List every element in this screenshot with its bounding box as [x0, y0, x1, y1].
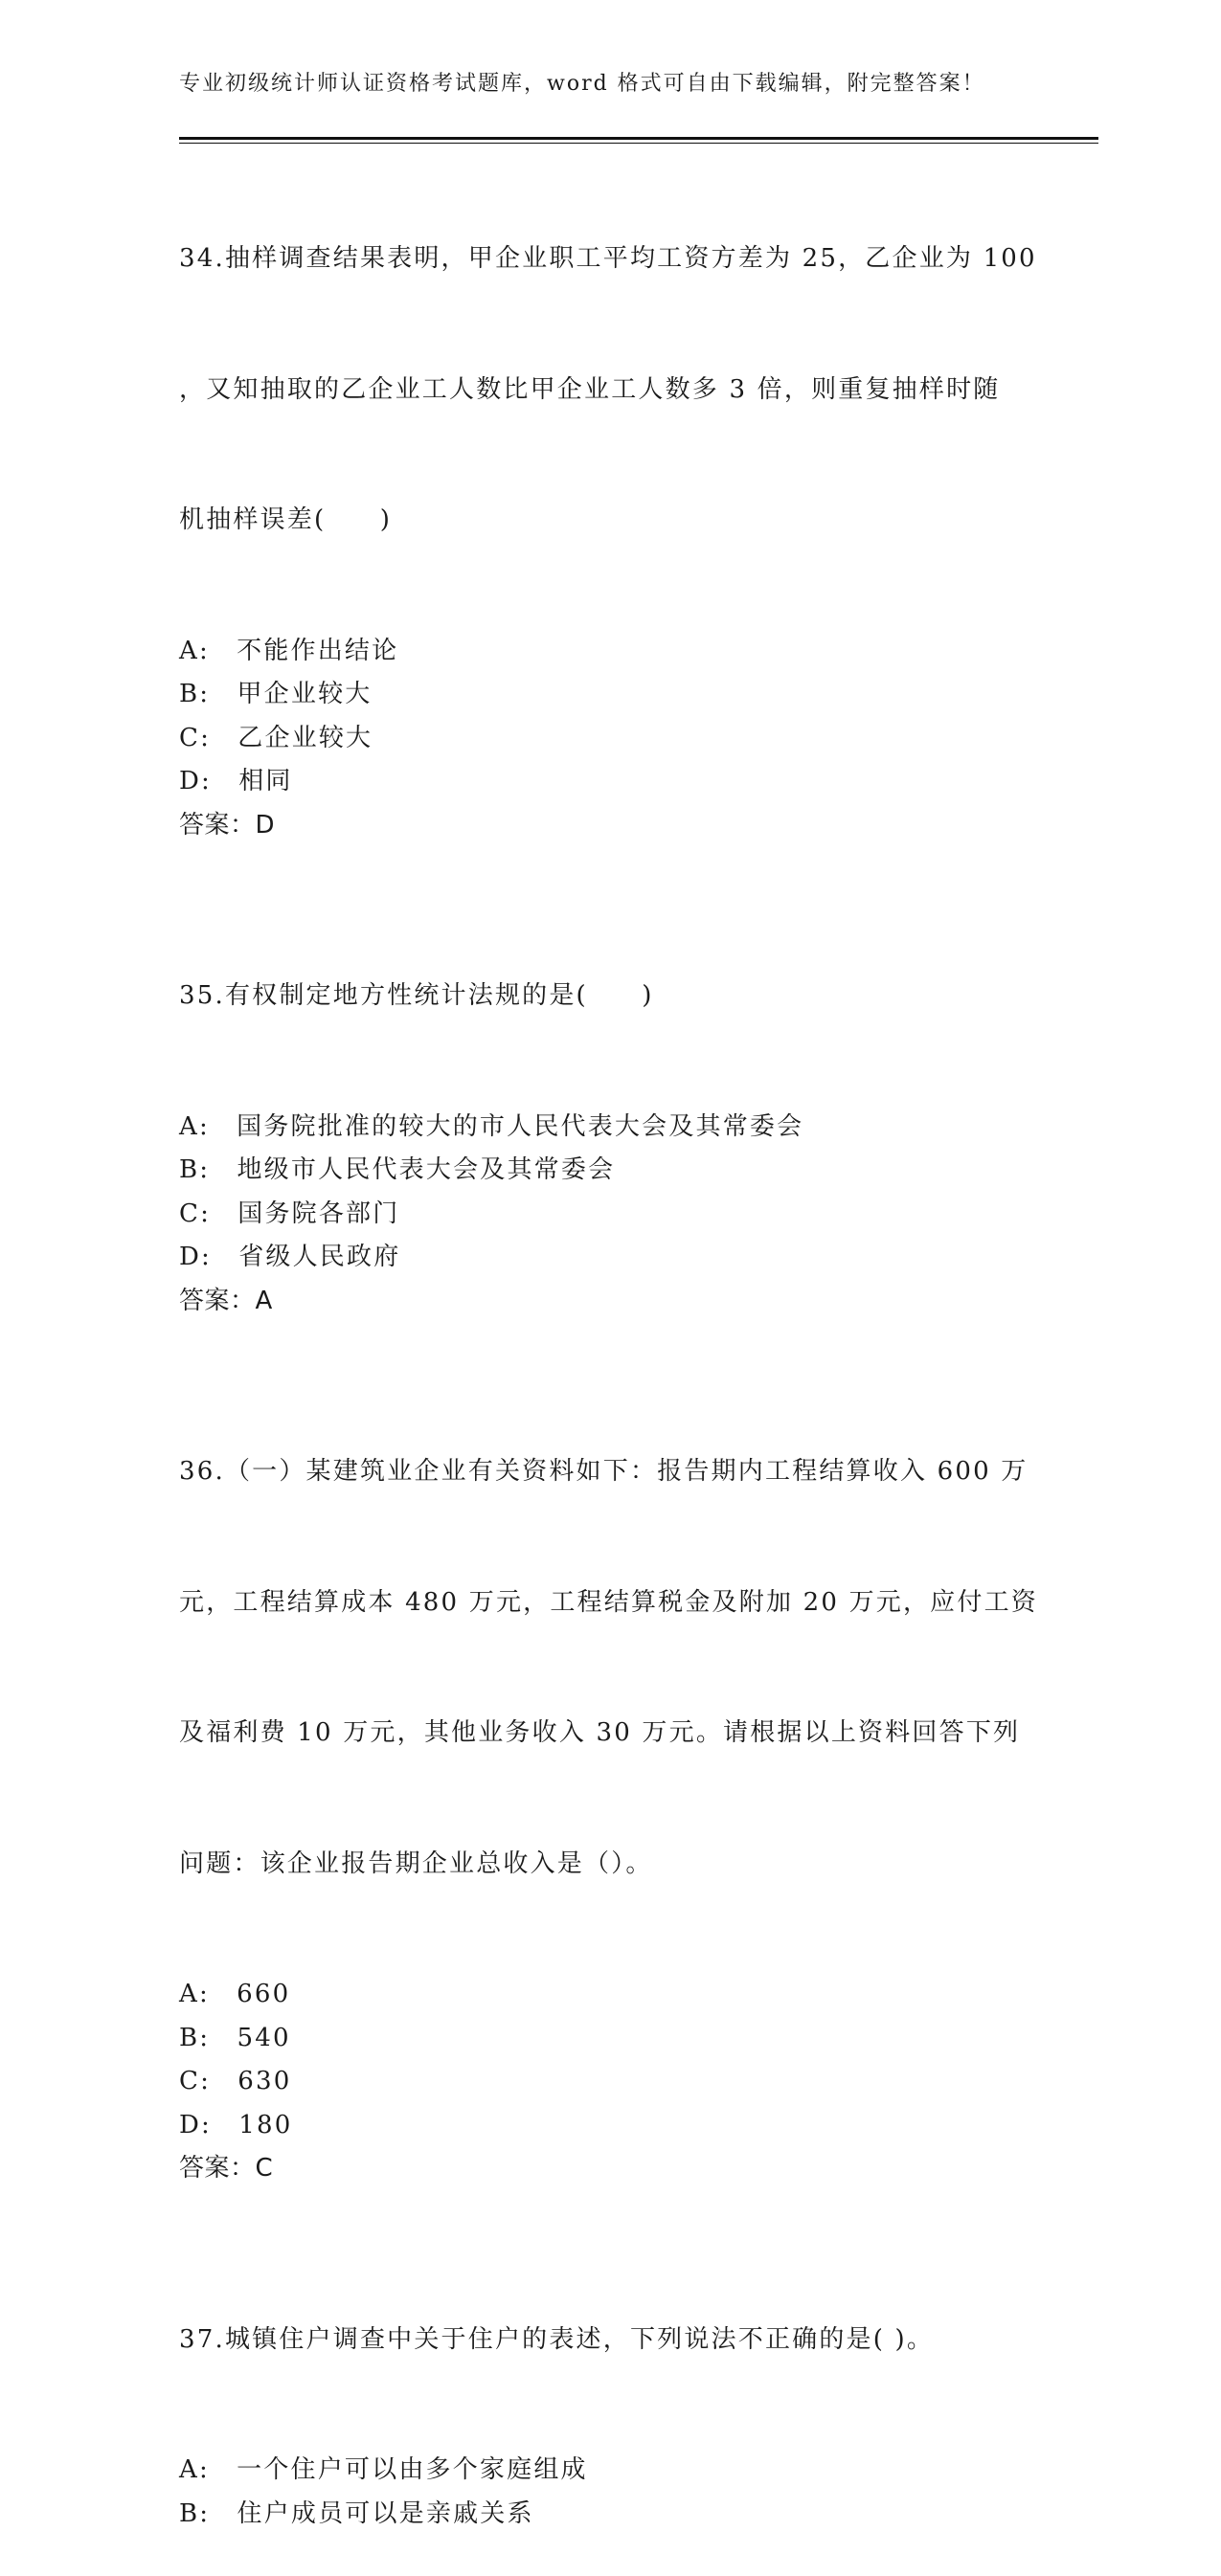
question-stem [179, 2231, 1041, 2450]
option-d: D: 省级人民政府 [179, 1243, 401, 1271]
stem-line: 元，工程结算成本 480 万元，工程结算税金及附加 20 万元，应付工资 [179, 1587, 1038, 1617]
option-b: B: 住户成员可以是亲戚关系 [179, 2498, 534, 2528]
question-37 [179, 2231, 1041, 2537]
answer-line: 答案：A [179, 1286, 273, 1315]
option-c: C: 国务院各部门 [179, 1198, 400, 1228]
option-d: D: 180 [179, 2110, 293, 2139]
header-rule-thin [179, 143, 1098, 144]
option-b: B: 甲企业较大 [179, 680, 373, 708]
answer-line: 答案：D [179, 810, 276, 840]
stem-line: 37.城镇住户调查中关于住户的表述，下列说法不正确的是( )。 [179, 2324, 935, 2354]
question-35 [179, 887, 1041, 1323]
answer-line: 答案：C [179, 2154, 274, 2183]
stem-line: 及福利费 10 万元，其他业务收入 30 万元。请根据以上资料回答下列 [179, 1718, 1021, 1747]
option-b: B: 540 [179, 2023, 291, 2052]
option-b: B: 地级市人民代表大会及其常委会 [179, 1155, 616, 1184]
question-36 [179, 1363, 1041, 2191]
question-34 [179, 150, 1041, 847]
option-a: A: 国务院批准的较大的市人民代表大会及其常委会 [179, 1111, 804, 1141]
stem-line: 问题：该企业报告期企业总收入是（）。 [179, 1848, 653, 1878]
question-stem [179, 150, 1041, 630]
option-a: A: 660 [179, 1980, 291, 2008]
option-c: C: 乙企业较大 [179, 723, 373, 752]
option-c: C: 630 [179, 2067, 292, 2095]
option-d: D: 相同 [179, 767, 293, 795]
option-a: A: 不能作出结论 [179, 636, 399, 665]
stem-line: 34.抽样调查结果表明，甲企业职工平均工资方差为 25，乙企业为 100 [179, 244, 1037, 273]
question-list [179, 150, 1041, 2576]
stem-line: 35.有权制定地方性统计法规的是( ) [179, 981, 654, 1010]
header-rule-thick [179, 137, 1098, 140]
stem-line: 36.（一）某建筑业企业有关资料如下：报告期内工程结算收入 600 万 [179, 1457, 1029, 1486]
question-stem [179, 887, 1041, 1106]
page-header: 专业初级统计师认证资格考试题库，word 格式可自由下载编辑，附完整答案！ [179, 72, 985, 96]
stem-line: 机抽样误差( ) [179, 505, 393, 534]
stem-line: ，又知抽取的乙企业工人数比甲企业工人数多 3 倍，则重复抽样时随 [179, 374, 1001, 404]
option-a: A: 一个住户可以由多个家庭组成 [179, 2455, 588, 2484]
question-stem [179, 1363, 1041, 1973]
